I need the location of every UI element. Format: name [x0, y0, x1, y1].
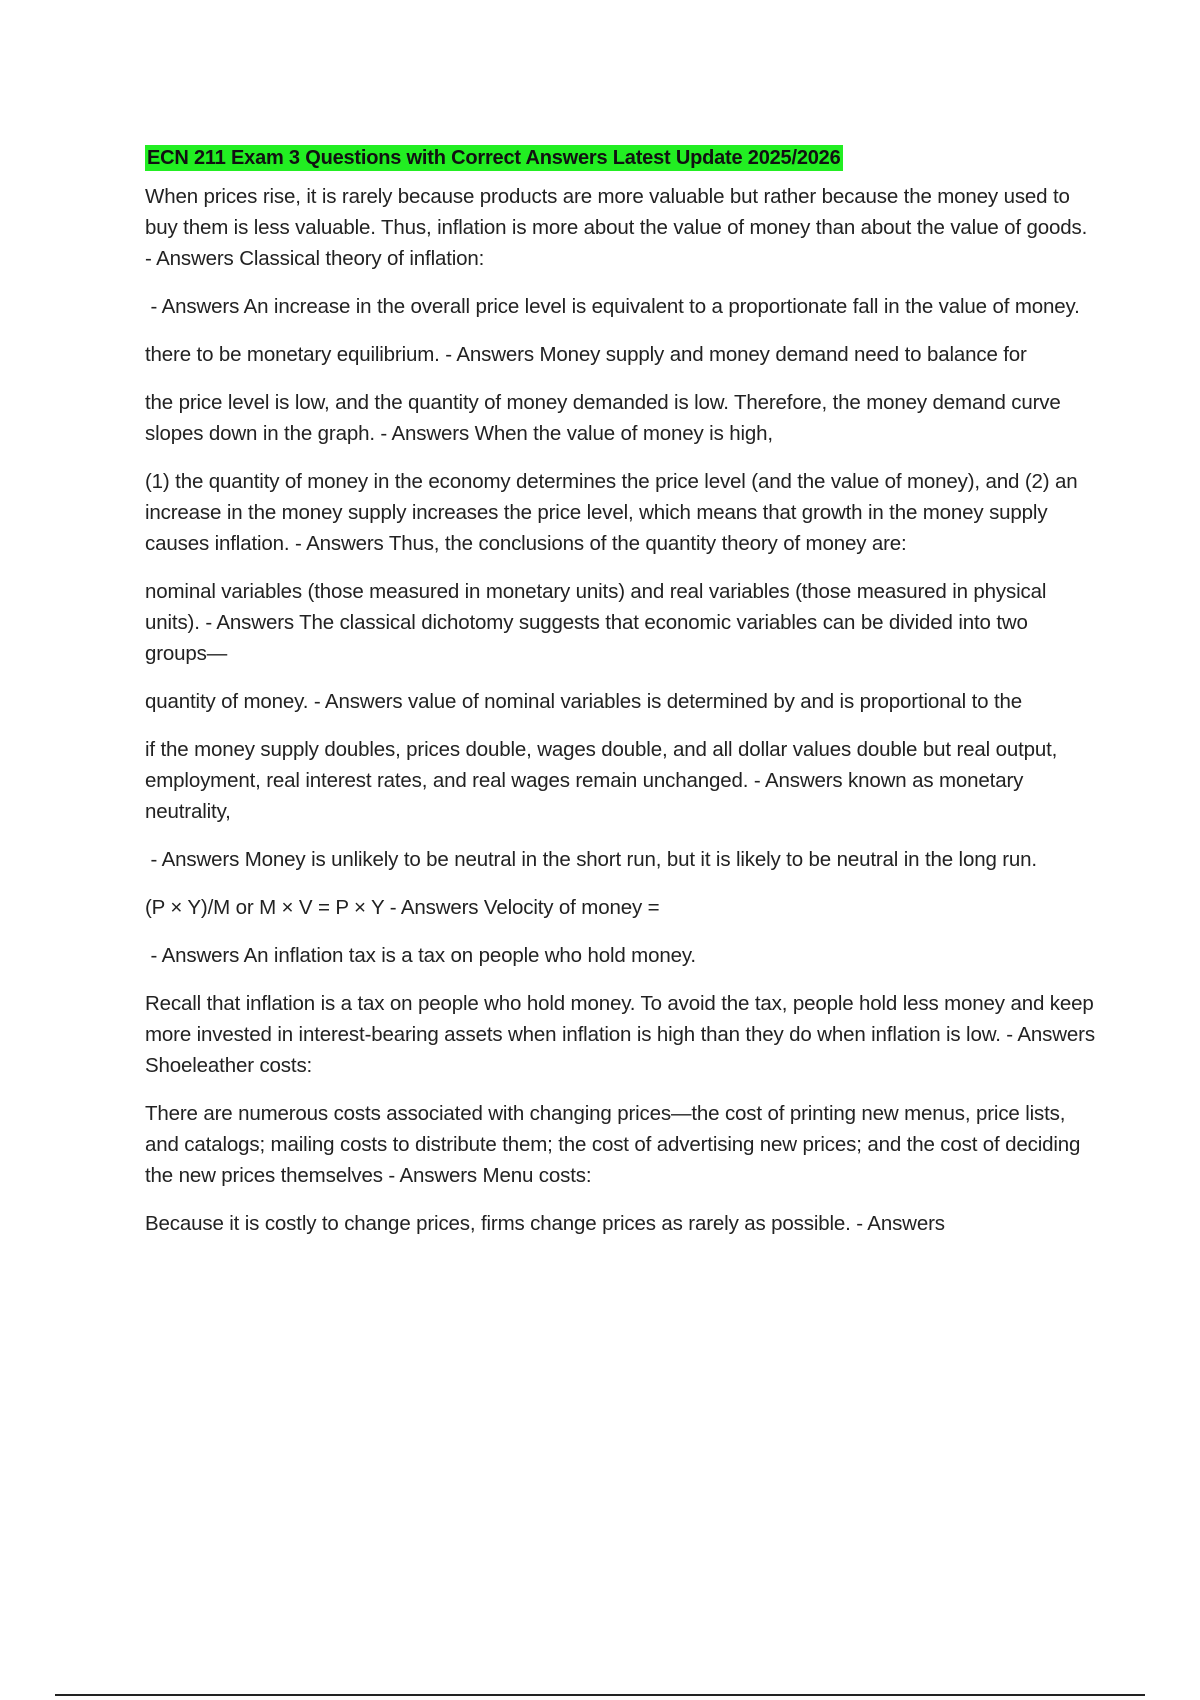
qa-item: the price level is low, and the quantity of money demanded is low. Therefore, the money demand curve slopes down in the graph. - Answers When the value of money is high,	[145, 391, 1067, 445]
qa-item: - Answers An increase in the overall price level is equivalent to a proportionate fall in the value of money.	[145, 295, 1080, 318]
qa-item: if the money supply doubles, prices double, wages double, and all dollar values double but real output, employment, real interest rates, and real wages remain unchanged. - Answers known as monetary neutrality,	[145, 738, 1063, 823]
page-content	[145, 145, 1101, 1256]
qa-item: There are numerous costs associated with changing prices—the cost of printing new menus, price lists, and catalogs; mailing costs to distribute them; the cost of advertising new prices; and the cost of deciding the new prices themselves - Answers Menu costs:	[145, 1102, 1086, 1187]
qa-item: (1) the quantity of money in the economy determines the price level (and the value of money), and (2) an increase in the money supply increases the price level, which means that growth in the money supply causes inflation. - Answers Thus, the conclusions of the quantity theory of money are:	[145, 470, 1084, 555]
qa-item: there to be monetary equilibrium. - Answers Money supply and money demand need to balance for	[145, 343, 1027, 366]
footer-divider	[55, 1694, 1145, 1696]
qa-item: - Answers An inflation tax is a tax on people who hold money.	[145, 944, 696, 967]
qa-item: When prices rise, it is rarely because products are more valuable but rather because the money used to buy them is less valuable. Thus, inflation is more about the value of money than about the value of goods. - Answers Classical theory of inflation:	[145, 185, 1093, 270]
qa-item: - Answers Money is unlikely to be neutral in the short run, but it is likely to be neutral in the long run.	[145, 848, 1037, 871]
qa-item: Because it is costly to change prices, firms change prices as rarely as possible. - Answers	[145, 1212, 945, 1235]
qa-item: quantity of money. - Answers value of nominal variables is determined by and is proportional to the	[145, 690, 1023, 713]
qa-item: nominal variables (those measured in monetary units) and real variables (those measured in physical units). - Answers The classical dichotomy suggests that economic variables can be divided into two groups—	[145, 580, 1052, 665]
document-title: ECN 211 Exam 3 Questions with Correct Answers Latest Update 2025/2026	[147, 147, 841, 169]
qa-item: (P × Y)/M or M × V = P × Y - Answers Velocity of money =	[145, 896, 660, 919]
qa-item: Recall that inflation is a tax on people who hold money. To avoid the tax, people hold less money and keep more invested in interest-bearing assets when inflation is high than they do when inflation is low. - Answers Shoeleather costs:	[145, 992, 1101, 1077]
